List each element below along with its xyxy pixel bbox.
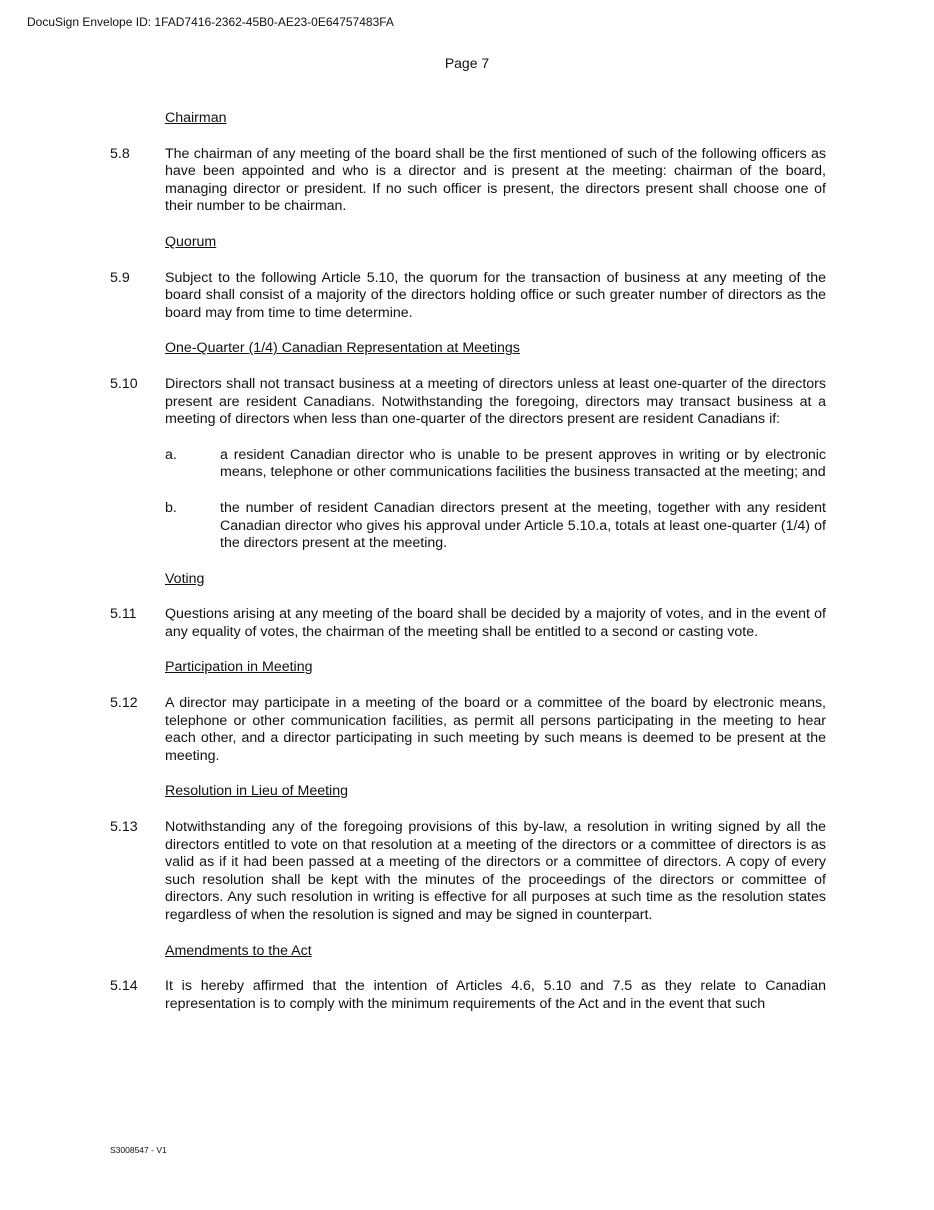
heading-participation: Participation in Meeting	[165, 659, 313, 676]
clause-text: A director may participate in a meeting of the board or a committee of the board by electronic means, telephone or other communication facilities, as permit all persons participating in the meeting to hear each other, and a director participating in such meeting by such means is deemed to be present at the meeting.	[165, 695, 826, 764]
sub-item-letter: a.	[165, 446, 177, 463]
page-number: Page 7	[444, 55, 490, 71]
clause-text: Notwithstanding any of the foregoing provisions of this by-law, a resolution in writing signed by all the directors entitled to vote on that resolution at a meeting of the directors or a committee of directors is as valid as if it had been passed at a meeting of the directors or a committee of directors. A copy of every such resolution shall be kept with the minutes of the proceedings of the directors or committee of directors. Any such resolution in writing is effective for all purposes at such time as the resolution states regardless of when the resolution is signed and may be signed in counterpart.	[165, 819, 826, 923]
sub-item-text: the number of resident Canadian directors present at the meeting, together with any resident Canadian director who gives his approval under Article 5.10.a, totals at least one-quarter (1/4) of the directors present at the meeting.	[220, 499, 826, 552]
clause-text: Directors shall not transact business at a meeting of directors unless at least one-quarter of the directors present are resident Canadians. Notwithstanding the foregoing, directors may transact business at a meeting of directors when less than one-quarter of the directors present are resident Canadians if:	[165, 375, 826, 428]
clause-number: 5.8	[110, 145, 130, 162]
envelope-id: DocuSign Envelope ID: 1FAD7416-2362-45B0-AE23-0E64757483FA	[27, 15, 394, 29]
heading-chairman: Chairman	[165, 110, 227, 126]
clause-5-8	[110, 146, 826, 216]
clause-5-9	[110, 270, 826, 323]
clause-5-11	[110, 606, 826, 641]
clause-5-14	[110, 978, 826, 1013]
sub-item-letter: b.	[165, 499, 177, 516]
heading-amendments: Amendments to the Act	[165, 942, 312, 959]
clause-number: 5.10	[110, 375, 138, 392]
clause-number: 5.14	[110, 978, 138, 995]
sub-item-text: a resident Canadian director who is unable to be present approves in writing or by electronic means, telephone or other communications facilities the business transacted at the meeting; and	[220, 446, 826, 481]
heading-representation: One-Quarter (1/4) Canadian Representation at Meetings	[165, 340, 520, 357]
clause-number: 5.12	[110, 695, 138, 712]
clause-text: Questions arising at any meeting of the board shall be decided by a majority of votes, and in the event of any equality of votes, the chairman of the meeting shall be entitled to a second or casting vote.	[165, 606, 826, 640]
heading-resolution: Resolution in Lieu of Meeting	[165, 783, 348, 800]
document-footer-code: S3008547 - V1	[110, 1145, 167, 1155]
clause-text: Subject to the following Article 5.10, the quorum for the transaction of business at any meeting of the board shall consist of a majority of the directors holding office or such greater number of directors as the board may from time to time determine.	[165, 269, 826, 321]
sub-item-a	[165, 447, 826, 482]
clause-5-10	[110, 376, 826, 429]
clause-text: The chairman of any meeting of the board shall be the first mentioned of such of the following officers as have been appointed and who is a director and is present at the meeting: chairman of the board, managing director or president. If no such officer is present, the directors present shall choose one of their number to be chairman.	[165, 145, 826, 215]
heading-quorum: Quorum	[165, 233, 217, 250]
heading-voting: Voting	[165, 570, 205, 587]
clause-text: It is hereby affirmed that the intention of Articles 4.6, 5.10 and 7.5 as they relate to Canadian representation is to comply with the minimum requirements of the Act and in the event that such	[165, 978, 826, 1012]
clause-5-12	[110, 695, 826, 765]
clause-number: 5.11	[110, 606, 137, 623]
clause-5-13	[110, 819, 826, 925]
clause-number: 5.13	[110, 819, 138, 836]
sub-item-b	[165, 500, 826, 553]
document-body	[110, 110, 826, 1031]
clause-number: 5.9	[110, 269, 130, 286]
